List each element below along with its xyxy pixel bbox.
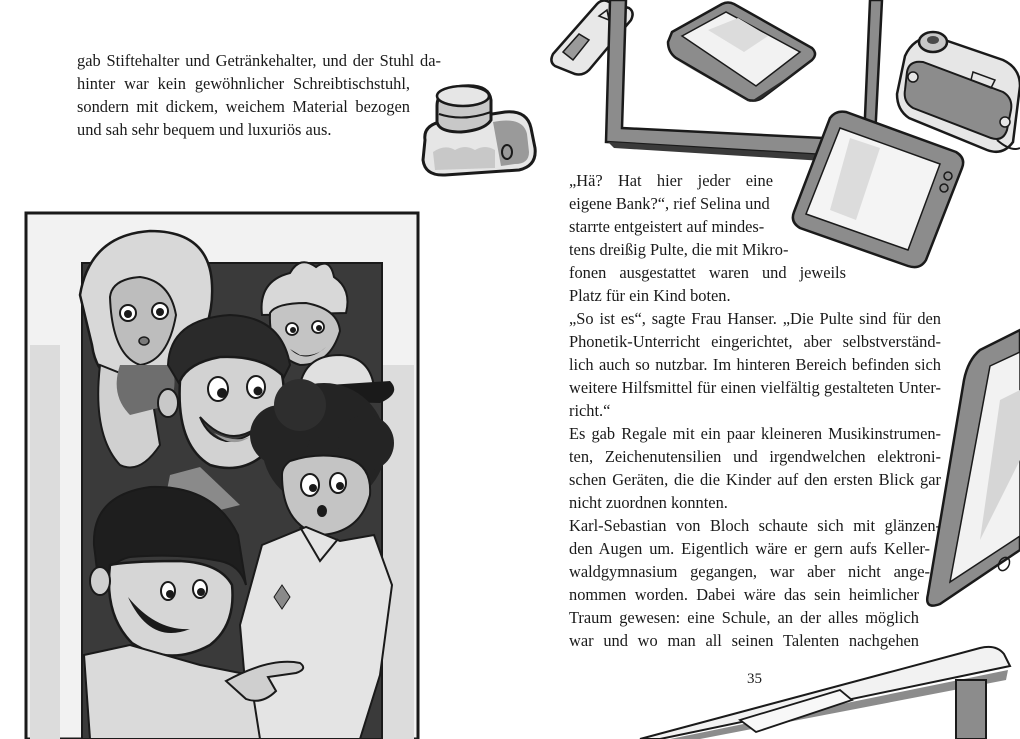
text-line: sondern mit dickem, weichem Material bezogen [77,97,410,116]
handheld-device-icon [790,110,970,270]
text-line: und sah sehr bequem und luxuriös aus. [77,120,332,139]
text-line: nicht zuordnen konnten. [569,493,728,512]
text-line: Es gab Regale mit ein paar kleineren Musikinstrumen- [569,424,941,443]
text-line: „Hä? Hat hier jeder eine [569,171,773,190]
text-line: Traum gewesen: eine Schule, an der alles möglich [569,608,919,627]
text-line: hinter war kein gewöhnlicher Schreibtischstuhl, [77,74,410,93]
text-line: fonen ausgestattet waren und jeweils [569,263,846,282]
text-line: starrte entgeistert auf mindes- [569,217,765,236]
text-line: war und wo man all seinen Talenten nachgehen [569,631,919,650]
text-line: gab Stiftehalter und Getränkehalter, und der Stuhl da- [77,51,441,70]
text-line: richt.“ [569,401,611,420]
children-doorway-illustration [0,205,450,739]
page-number: 35 [747,671,762,687]
text-line: nommen worden. Dabei wäre das sein heimlicher [569,585,919,604]
text-line: weitere Hilfsmittel für einen vielfältig gestalteten Unter- [569,378,941,397]
text-line: Phonetik-Unterricht eingerichtet, aber selbstverständ- [569,332,941,351]
text-line: schen Geräten, die die Kinder auf den ersten Blick gar [569,470,941,489]
text-line: den Augen um. Eigentlich wäre er gern aufs Keller- [569,539,930,558]
tablet-icon [668,2,818,107]
text-line: waldgymnasium gegangen, war aber nicht ange- [569,562,930,581]
text-line: Karl-Sebastian von Bloch schaute sich mit glänzen- [569,516,941,535]
text-line: Platz für ein Kind boten. [569,286,731,305]
ink-bottle-icon [415,78,540,178]
text-line: ten, Zeichenutensilien und irgendwelchen elektroni- [569,447,941,466]
text-line: eigene Bank?“, rief Selina und [569,194,770,213]
text-line: „So ist es“, sagte Frau Hanser. „Die Pulte sind für den [569,309,941,328]
text-line: tens dreißig Pulte, die mit Mikro- [569,240,789,259]
desk-icon [640,640,1020,739]
text-line: lich auch so nutzbar. Im hinteren Bereich befinden sich [569,355,941,374]
